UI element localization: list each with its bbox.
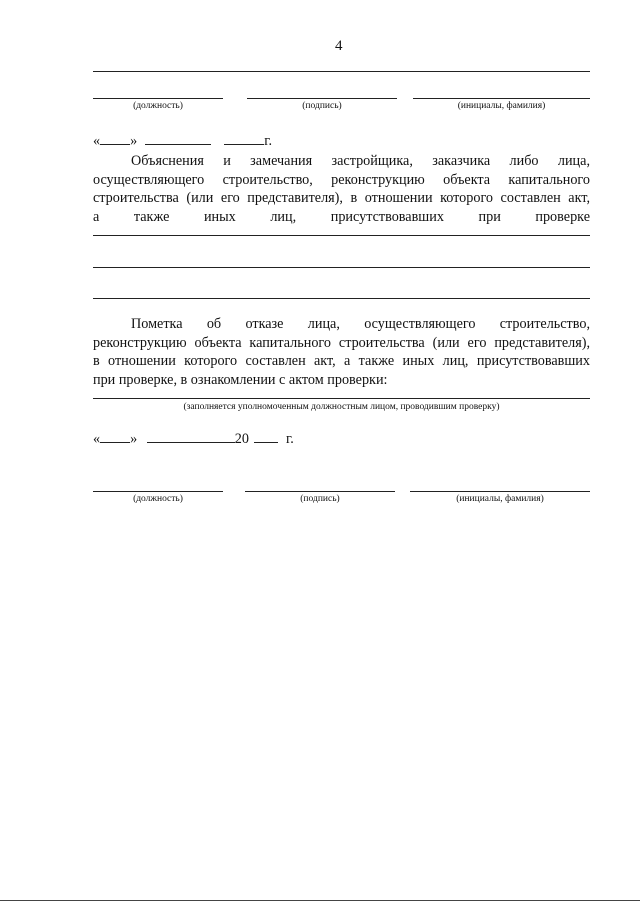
page-number: 4 [335,38,343,54]
refusal-line-2: реконструкцию объекта капитального строительства (или его представителя), [93,334,590,351]
caption-signature-1: (подпись) [302,101,342,111]
explanations-fill-line-2 [93,267,590,268]
explanations-line-4: а также иных лиц, присутствовавших при проверке [93,208,590,225]
refusal-paragraph [93,315,590,389]
scan-edge [0,900,640,901]
explanations-line-2: осуществляющего строительство, реконструкцию объекта капитального [93,171,590,188]
name-signature-line-1 [413,98,590,99]
signature-line-2 [245,491,395,492]
top-rule [93,71,590,72]
refusal-line-4: при проверке, в ознакомлении с актом проверки: [93,371,388,388]
date-line-1: « » г. [93,133,273,149]
caption-name-1: (инициалы, фамилия) [457,101,546,111]
signature-line-1 [247,98,397,99]
refusal-fill-line [93,398,590,399]
caption-name-2: (инициалы, фамилия) [456,494,544,504]
refusal-line-3: в отношении которого составлен акт, а также иных лиц, присутствовавших [93,353,590,369]
refusal-line-1: Пометка об отказе лица, осуществляющего строительство, [131,316,590,332]
caption-position-1: (должность) [133,101,183,111]
explanations-line-3: строительства (или его представителя), в отношении которого составлен акт, [93,190,590,206]
refusal-caption: (заполняется уполномоченным должностным лицом, проводившим проверку) [183,402,500,412]
position-signature-line-1 [93,98,223,99]
explanations-line-1: Объяснения и замечания застройщика, заказчика либо лица, [131,153,590,169]
caption-signature-2: (подпись) [300,494,340,504]
explanations-fill-line-3 [93,298,590,299]
explanations-paragraph [93,152,590,226]
explanations-fill-line-1 [93,235,590,236]
name-signature-line-2 [410,491,590,492]
position-signature-line-2 [93,491,223,492]
caption-position-2: (должность) [133,494,183,504]
date-line-2: « » 20 г. [93,431,294,447]
